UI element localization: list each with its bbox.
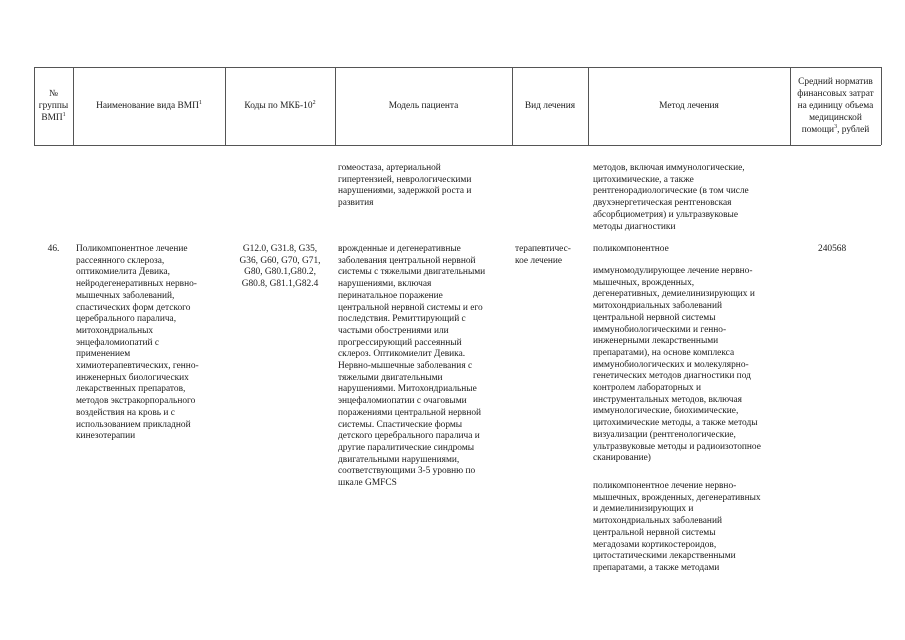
header-icd-codes-text: Коды по МКБ-10 (244, 101, 313, 111)
header-treatment-method-text: Метод лечения (659, 101, 719, 111)
footnote-ref: 1 (198, 99, 202, 106)
header-treatment-type (512, 67, 588, 145)
header-cost-norm (790, 67, 881, 145)
row-patient-model: врожденные и дегенеративные заболевания центральной нервной системы с тяжелыми двигательными нарушениями, включая перинатальное поражение центральной нервной системы и его последствия. Ремиттирующий с частыми обострениями или прогрессирующий рассеянный склероз. Оптикомиелит Девика. Нервно-мышечные заболевания с тяжелыми двигательными нарушениями. Митохондриальные энцефаломиопатии с очаговыми поражениями центральной нервной системы. Спастические формы детского церебрального паралича и другие паралитические синдромы двигательными нарушениями, соответствующими 3-5 уровню по шкале GMFCS (338, 244, 486, 489)
header-cost-norm-text: Средний норматив финансовых затрат на единицу объема медицинской помощи (797, 77, 874, 135)
header-vmp-name-text: Наименование вида ВМП (96, 101, 199, 111)
header-bottom-rule (34, 145, 881, 146)
row-method-megadose: поликомпонентное лечение нервно- мышечных, врожденных, дегенеративных и демиелинизирующих и митохондриальных заболеваний центральной нервной системы мегадозами кортикостероидов, цитостатическими лекарственными препаратами, а также методами (593, 481, 761, 573)
footnote-ref: 1 (62, 111, 66, 118)
header-group-number (34, 67, 73, 145)
row-vmp-name: Поликомпонентное лечение рассеянного склероза, оптикомиелита Девика, нейродегенеративных нервно- мышечных заболеваний, спастических форм детского церебрального паралича, митохондриальных энцефаломиопатий с применением химиотерапевтических, генно- инженерных биологических лекарственных препаратов, методов экстракорпорального воздействия на кровь и с использованием прикладной кинезотерапии (76, 244, 199, 442)
row-group-number: 46. (47, 244, 60, 254)
footnote-ref: 3 (834, 123, 838, 130)
footnote-ref: 2 (312, 99, 316, 106)
header-group-number-text: № группы ВМП (38, 89, 69, 123)
row-method-heading: поликомпонентное (593, 244, 669, 254)
header-icd-codes (225, 67, 335, 145)
header-patient-model-text: Модель пациента (388, 101, 459, 111)
header-treatment-method (588, 67, 790, 145)
row-method-immunomodulating: иммуномодулирующее лечение нервно- мышечных, врожденных, дегенеративных, демиелинизирующих и митохондриальных заболеваний центральной нервной системы иммунобиологическими и генно- инженерными лекарственными препаратами), на основе комплекса иммунобиологических и молекулярно- генетических методов диагностики под контролем лабораторных и инструментальных методов, включая иммунологические, биохимические, цитохимические методы, а также методы визуализации (рентгенологические, ультразвуковые методы и радиоизотопное сканирование) (593, 266, 761, 464)
header-treatment-type-text: Вид лечения (524, 101, 576, 111)
header-cost-norm-suffix: , рублей (837, 125, 870, 135)
row-treatment-type: терапевтичес- кое лечение (515, 244, 571, 266)
header-vmp-name (73, 67, 225, 145)
row-cost-norm: 240568 (818, 244, 847, 254)
column-divider (881, 67, 882, 145)
header-patient-model (335, 67, 512, 145)
row-icd-codes: G12.0, G31.8, G35, G36, G60, G70, G71, G80, G80.1,G80.2, G80.8, G81.1,G82.4 (239, 244, 321, 290)
continued-treatment-method: методов, включая иммунологические, цитохимические, а также рентгенорадиологические (в том числе двухэнергетическая рентгеновская абсорбциометрия) и ультразвуковые методы диагностики (593, 163, 749, 232)
continued-patient-model: гомеостаза, артериальной гипертензией, неврологическими нарушениями, задержкой роста и развития (338, 163, 472, 209)
